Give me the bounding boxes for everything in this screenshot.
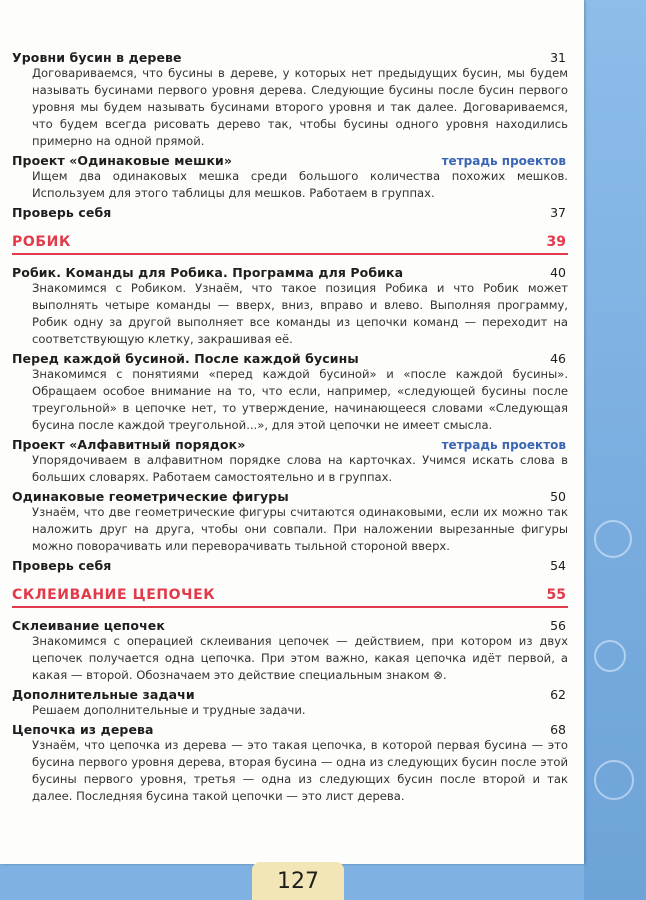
toc-entry-header: [12, 722, 568, 737]
toc-entry-title: Робик. Команды для Робика. Программа для Робика: [12, 265, 404, 280]
table-of-contents: [12, 50, 568, 808]
toc-entry-description: Знакомимся с операцией склеивания цепочек — действием, при котором из двух цепочек получается одна цепочка. При этом важно, какая цепочка идёт первой, а какая — второй. Обозначаем это действие специальным знаком ⊗.: [32, 634, 568, 682]
toc-entry: [12, 265, 568, 348]
sketch-circle-decoration: [594, 760, 634, 800]
sketch-circle-decoration: [594, 520, 632, 558]
toc-entry-description: Упорядочиваем в алфавитном порядке слова на карточках. Учимся искать слова в больших словарях. Работаем самостоятельно и в группах.: [32, 453, 568, 484]
toc-entry-page: 46: [550, 351, 566, 366]
toc-entry-page: 56: [550, 618, 566, 633]
toc-entry-title: Одинаковые геометрические фигуры: [12, 489, 289, 504]
toc-entry-title: Проверь себя: [12, 558, 112, 573]
entries-robik: [12, 265, 568, 573]
toc-entry-description: Узнаём, что две геометрические фигуры считаются одинаковыми, если их можно так наложить друг на друга, чтобы они совпали. При наложении вырезанные фигуры можно поворачивать или переворачивать тыльной стороной вверх.: [32, 505, 568, 553]
toc-entry: [12, 50, 568, 150]
sketch-circle-decoration: [594, 640, 626, 672]
toc-entry-title: Дополнительные задачи: [12, 687, 195, 702]
section-title: РОБИК: [12, 234, 71, 250]
toc-entry-title: Цепочка из дерева: [12, 722, 154, 737]
toc-entry-workbook-ref: тетрадь проектов: [441, 154, 566, 168]
toc-entry-header: [12, 437, 568, 452]
toc-entry-description: Знакомимся с понятиями «перед каждой бусиной» и «после каждой бусины». Обращаем особое внимание на то, что если, например, «следующей бусины после треугольной» в цепочке нет, то утверждение, начинающееся словами «Следующая бусина после каждой треугольной...», для этой цепочки не имеет смысла.: [32, 367, 568, 432]
toc-entry-description: Решаем дополнительные и трудные задачи.: [32, 703, 306, 717]
toc-entry-page: 62: [550, 687, 566, 702]
toc-entry-page: 50: [550, 489, 566, 504]
toc-entry: [12, 687, 568, 719]
page-number: 127: [277, 868, 319, 894]
toc-entry-title: Проект «Одинаковые мешки»: [12, 153, 233, 168]
toc-entry-title: Уровни бусин в дереве: [12, 50, 182, 65]
section-page: 39: [546, 234, 566, 250]
section-heading-chains: [12, 587, 568, 603]
entries-top: [12, 50, 568, 220]
section-title: СКЛЕИВАНИЕ ЦЕПОЧЕК: [12, 587, 216, 603]
toc-entry-page: 68: [550, 722, 566, 737]
toc-entry-header: [12, 351, 568, 366]
toc-entry: [12, 558, 568, 573]
section-heading-robik: [12, 234, 568, 250]
toc-entry-header: [12, 489, 568, 504]
toc-entry-workbook-ref: тетрадь проектов: [441, 438, 566, 452]
toc-entry-header: [12, 265, 568, 280]
section-rule: [12, 253, 568, 255]
section-page: 55: [546, 587, 566, 603]
toc-entry-title: Перед каждой бусиной. После каждой бусины: [12, 351, 359, 366]
toc-entry-description: Знакомимся с Робиком. Узнаём, что такое позиция Робика и что Робик может выполнять четыре команды — вверх, вниз, вправо и влево. Выполняя программу, Робик одну за другой выполняет все команды из цепочки команд — переходит на соответствующую клетку, закрашивая её.: [32, 281, 568, 346]
toc-entry-header: [12, 50, 568, 65]
toc-entry: [12, 205, 568, 220]
toc-entry-header: [12, 205, 568, 220]
section-rule: [12, 606, 568, 608]
toc-entry: [12, 437, 568, 486]
toc-entry-title: Проект «Алфавитный порядок»: [12, 437, 246, 452]
toc-entry: [12, 351, 568, 434]
toc-entry-page: 31: [550, 50, 566, 65]
toc-entry-description: Узнаём, что цепочка из дерева — это такая цепочка, в которой первая бусина — это бусина первого уровня дерева, вторая бусина — одна из следующих бусин после этой бусины первого уровня, третья — одна из следующих бусин после второй и так далее. Последняя бусина такой цепочки — это лист дерева.: [32, 738, 568, 803]
toc-entry-header: [12, 558, 568, 573]
toc-entry-title: Проверь себя: [12, 205, 112, 220]
toc-entry-header: [12, 618, 568, 633]
toc-entry: [12, 618, 568, 684]
toc-entry-title: Склеивание цепочек: [12, 618, 165, 633]
toc-entry-page: 54: [550, 558, 566, 573]
entries-chains: [12, 618, 568, 805]
toc-entry-description: Договариваемся, что бусины в дереве, у которых нет предыдущих бусин, мы будем называть бусинами первого уровня дерева. Следующие бусины после бусин первого уровня мы будем называть бусинами второго уровня и так далее. Договариваемся, что будем всегда рисовать дерево так, чтобы бусины одного уровня находились примерно на одной прямой.: [32, 66, 568, 148]
side-decoration: [584, 0, 646, 900]
toc-entry: [12, 153, 568, 202]
toc-entry-page: 37: [550, 205, 566, 220]
toc-entry: [12, 722, 568, 805]
toc-entry-description: Ищем два одинаковых мешка среди большого количества похожих мешков. Используем для этого таблицы для мешков. Работаем в группах.: [32, 169, 568, 200]
toc-entry: [12, 489, 568, 555]
toc-entry-header: [12, 153, 568, 168]
toc-entry-page: 40: [550, 265, 566, 280]
toc-entry-header: [12, 687, 568, 702]
page-number-tab: [252, 862, 344, 900]
